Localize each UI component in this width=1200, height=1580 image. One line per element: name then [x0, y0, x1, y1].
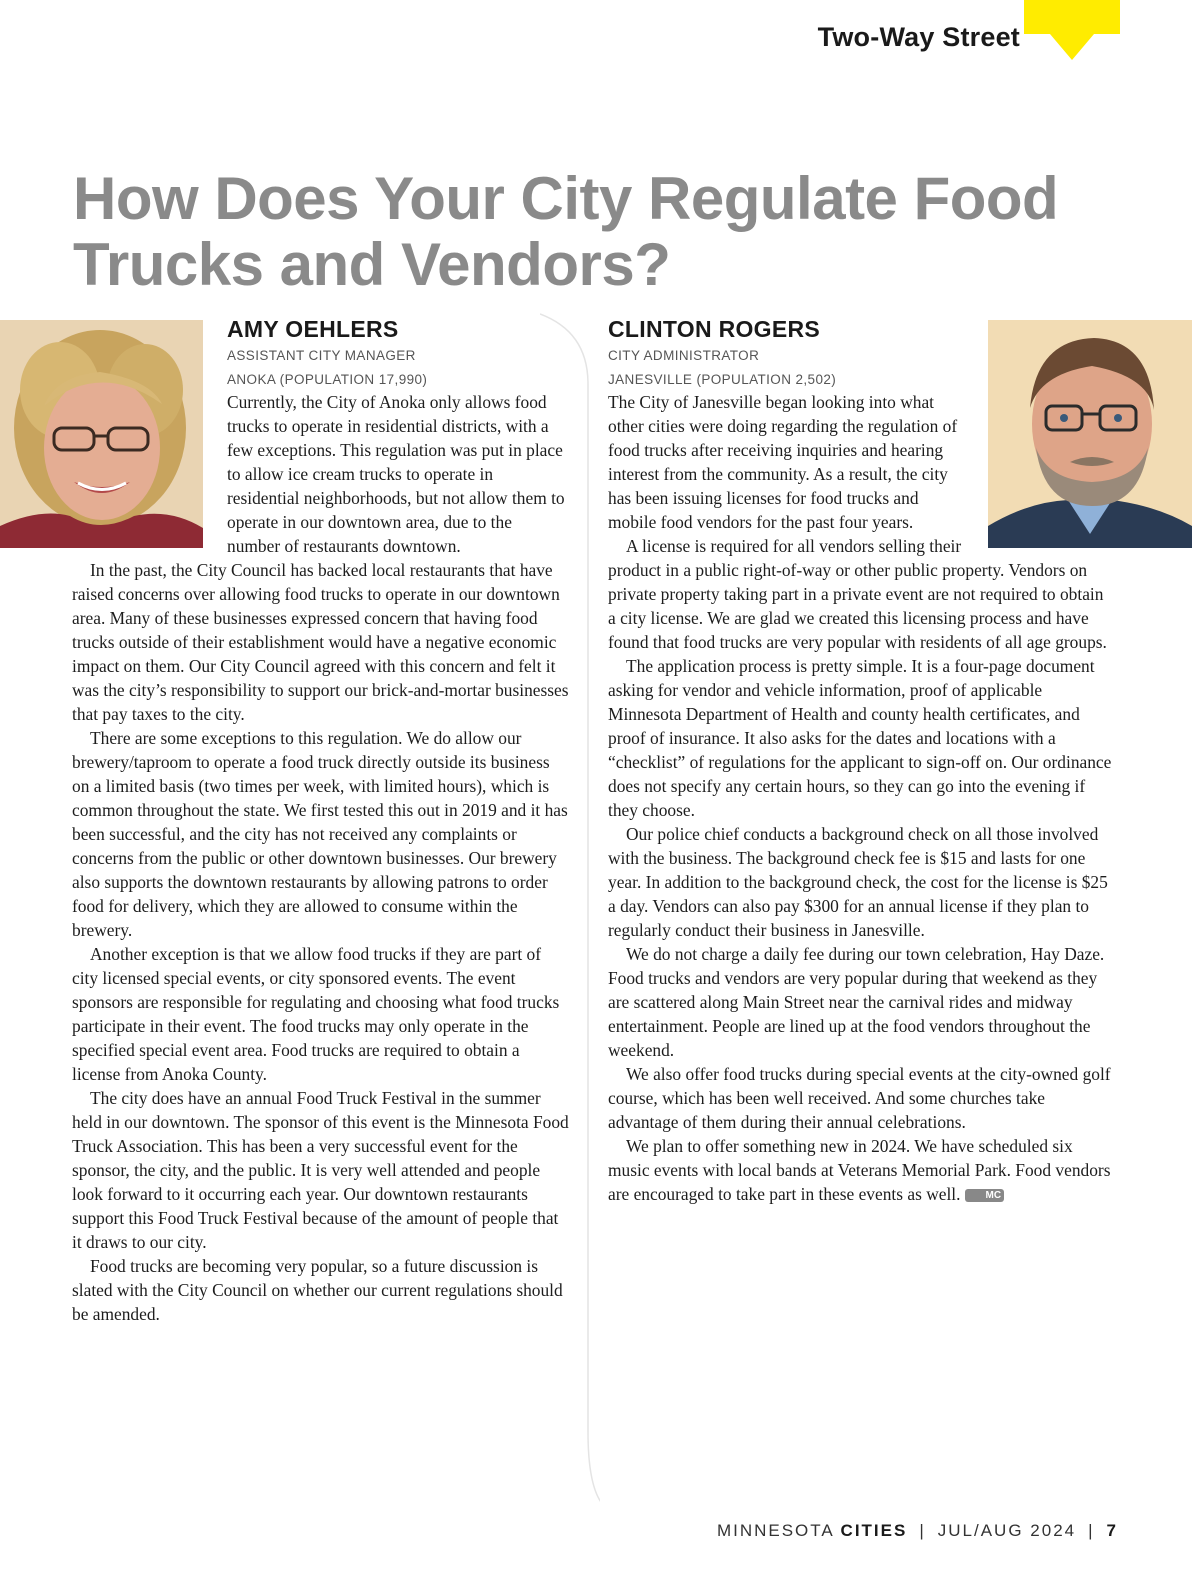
yellow-tab-decoration [1024, 0, 1120, 62]
author-city: ANOKA (POPULATION 17,990) [227, 372, 428, 387]
article-title: How Does Your City Regulate Food Trucks and Vendors? [73, 165, 1059, 298]
body-paragraph: We also offer food trucks during special events at the city-owned golf course, which has been well received. And some churches take advantage of them during their annual celebrations. [608, 1064, 1111, 1132]
magazine-name-bold: CITIES [840, 1521, 908, 1540]
author-role: ASSISTANT CITY MANAGER [227, 348, 416, 363]
author-name: CLINTON ROGERS [608, 316, 821, 342]
body-paragraph: The city does have an annual Food Truck Festival in the summer held in our downtown. The sponsor of this event is the Minnesota Food Truck Association. This has been a very successful event for the sponsor, the city, and the public. It is very well attended and people look forward to it occurring each year. Our downtown restaurants support this Food Truck Festival because of the amount of people that it draws to our city. [72, 1088, 569, 1252]
end-mark-icon: MC [965, 1189, 1005, 1202]
article-column-left [72, 390, 569, 1326]
issue-date: JUL/AUG 2024 [937, 1521, 1077, 1540]
page-footer [600, 1521, 1118, 1541]
body-paragraph: In the past, the City Council has backed local restaurants that have raised concerns over allowing food trucks to operate in our downtown area. Many of these businesses expressed concern that having food trucks outside of their establishment would have a negative economic impact on them. Our City Council agreed with this concern and felt it was the city’s responsibility to support our brick-and-mortar businesses that pay taxes to the city. [72, 560, 569, 724]
footer-separator: | [919, 1521, 926, 1540]
footer-separator: | [1088, 1521, 1095, 1540]
body-paragraph [608, 1134, 1113, 1206]
body-paragraph: We do not charge a daily fee during our town celebration, Hay Daze. Food trucks and vendors are very popular during that weekend as they are scattered along Main Street near the carnival rides and midway entertainment. People are lined up at the food vendors throughout the weekend. [608, 944, 1105, 1060]
magazine-name: MINNESOTA [716, 1521, 834, 1540]
section-label: Two-Way Street [817, 22, 1020, 52]
yellow-tab-shape [1024, 0, 1120, 60]
body-paragraph: Another exception is that we allow food trucks if they are part of city licensed special events, or city sponsored events. The event sponsors are responsible for regulating and choosing what food trucks participate in their event. The food trucks may only operate in the specified special event area. Food trucks are required to obtain a license from Anoka County. [72, 944, 560, 1084]
body-paragraph: There are some exceptions to this regulation. We do allow our brewery/taproom to operate a food truck directly outside its business on a limited basis (two times per week, with limited hours), which is common throughout the state. We first tested this out in 2019 and it has been successful, and the city has not received any complaints or concerns from the public or other downtown businesses. Our brewery also supports the downtown restaurants by allowing patrons to order food for delivery, which they are allowed to consume within the brewery. [72, 728, 568, 940]
author-name: AMY OEHLERS [227, 316, 399, 342]
body-paragraph: Our police chief conducts a background check on all those involved with the business. The background check fee is $15 and lasts for one year. In addition to the background check, the cost for the license is $25 a day. Vendors can also pay $300 for an annual license if they plan to regularly conduct their business in Janesville. [608, 824, 1108, 940]
author-city: JANESVILLE (POPULATION 2,502) [608, 372, 837, 387]
page-number: 7 [1106, 1521, 1118, 1540]
last-paragraph-text: We plan to offer something new in 2024. We have scheduled six music events with local bands at Veterans Memorial Park. Food vendors are encouraged to take part in these events as well. [608, 1136, 1111, 1204]
author-block-left [227, 314, 567, 392]
article-column-right [608, 390, 1113, 1206]
author-role: CITY ADMINISTRATOR [608, 348, 760, 363]
body-paragraph: Currently, the City of Anoka only allows food trucks to operate in residential districts, with a few exceptions. This regulation was put in place to allow ice cream trucks to operate in residential neighborhoods, but not allow them to operate in our downtown area, due to the number of restaurants downtown. [227, 392, 565, 556]
author-block-right [608, 314, 988, 392]
body-paragraph: Food trucks are becoming very popular, so a future discussion is slated with the City Council on whether our current regulations should be amended. [72, 1256, 563, 1324]
body-paragraph: The application process is pretty simple. It is a four-page document asking for vendor and vehicle information, proof of applicable Minnesota Department of Health and county health certificates, and proof of insurance. It also asks for the dates and locations with a “checklist” of regulations for the applicant to sign-off on. Our ordinance does not specify any certain hours, so they can go into the evening if they choose. [608, 656, 1112, 820]
body-paragraph: A license is required for all vendors selling their product in a public right-of-way or other public property. Vendors on private property taking part in a private event are not required to obtain a city license. We are glad we created this licensing process and have found that food trucks are very popular with residents of all age groups. [608, 536, 1107, 652]
body-paragraph: The City of Janesville began looking into what other cities were doing regarding the regulation of food trucks after receiving inquiries and hearing interest from the community. As a result, the city has been issuing licenses for food trucks and mobile food vendors for the past four years. [608, 392, 958, 532]
